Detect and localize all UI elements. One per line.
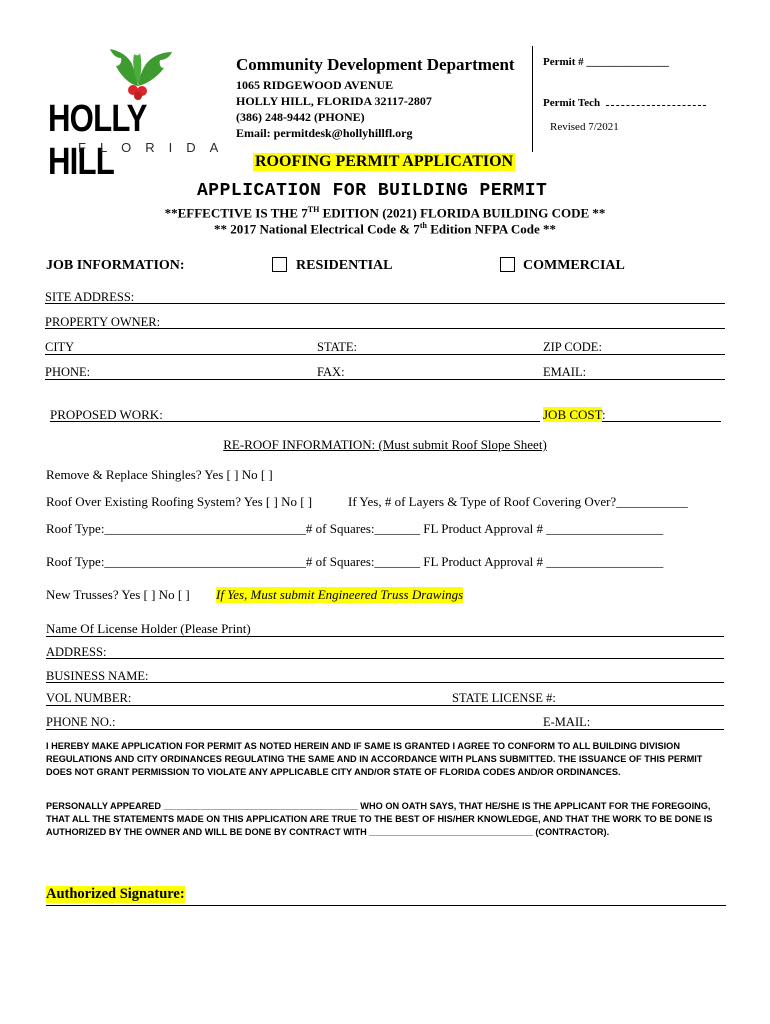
- revised-date: Revised 7/2021: [550, 121, 619, 133]
- dept-phone: (386) 248-9442 (PHONE): [236, 110, 365, 124]
- permit-tech-field[interactable]: [543, 97, 706, 109]
- city-row: [45, 341, 725, 355]
- license-phone-field[interactable]: PHONE NO.:: [46, 715, 116, 729]
- job-information-label: JOB INFORMATION:: [46, 258, 185, 273]
- fax-field[interactable]: FAX:: [317, 365, 345, 379]
- state-field[interactable]: STATE:: [317, 340, 357, 354]
- proposed-work-label: PROPOSED WORK:: [50, 407, 163, 422]
- property-owner-label: PROPERTY OWNER:: [45, 315, 161, 329]
- new-trusses-question[interactable]: New Trusses? Yes [ ] No [ ]: [46, 587, 190, 602]
- phone-field[interactable]: PHONE:: [45, 365, 91, 379]
- form-title: ROOFING PERMIT APPLICATION: [255, 153, 514, 170]
- holly-leaf-icon: [102, 44, 174, 100]
- department-name: Community Development Department: [236, 55, 515, 74]
- holly-logo: [48, 44, 233, 183]
- site-address-field[interactable]: [45, 290, 725, 304]
- license-holder-name-field[interactable]: [46, 621, 724, 637]
- dept-address: [236, 77, 432, 141]
- layers-question[interactable]: If Yes, # of Layers & Type of Roof Covering Over?___________: [348, 494, 688, 509]
- vol-row: [46, 692, 724, 706]
- license-holder-label: Name Of License Holder (Please Print): [46, 621, 251, 636]
- roof-type-line-2[interactable]: Roof Type:_______________________________# of Squares:_______ FL Product Approval # __________________: [46, 554, 664, 569]
- permit-tech-label: Permit Tech: [543, 97, 601, 109]
- signature-label: Authorized Signature:: [46, 886, 185, 902]
- truss-note: If Yes, Must submit Engineered Truss Drawings: [216, 587, 464, 602]
- license-address-field[interactable]: [46, 645, 724, 659]
- header-divider: [532, 46, 533, 152]
- job-cost-label: JOB COST: [543, 407, 602, 422]
- address-line-1: 1065 RIDGEWOOD AVENUE: [236, 78, 394, 92]
- state-license-field[interactable]: STATE LICENSE #:: [452, 691, 556, 705]
- business-name-field[interactable]: [46, 669, 724, 683]
- commercial-checkbox[interactable]: [500, 257, 515, 272]
- city-field[interactable]: CITY: [45, 340, 75, 354]
- commercial-label: COMMERCIAL: [523, 258, 625, 273]
- residential-checkbox[interactable]: [272, 257, 287, 272]
- logo-state: FLORIDA: [78, 140, 233, 155]
- dept-email: Email: permitdesk@hollyhillfl.org: [236, 126, 413, 140]
- zip-field[interactable]: ZIP CODE:: [543, 340, 602, 354]
- application-statement: I HEREBY MAKE APPLICATION FOR PERMIT AS NOTED HEREIN AND IF SAME IS GRANTED I AGREE TO CONFORM TO ALL BUILDING DIVISION REGULATIONS AND CITY ORDINANCES REGULATING THE SAME AND IN ACCORDANCE WITH PLANS SUBMITTED. THE ISSUANCE OF THIS PERMIT DOES NOT GRANT PERMISSION TO VIOLATE ANY APPLICABLE CITY AND/OR STATE OF FLORIDA CODES AND/OR ORDINANCES.: [46, 741, 703, 777]
- business-name-label: BUSINESS NAME:: [46, 669, 149, 683]
- license-address-label: ADDRESS:: [46, 645, 107, 659]
- permit-number-field[interactable]: Permit # _______________: [543, 56, 669, 68]
- job-cost-field[interactable]: JOB COST:: [543, 407, 721, 422]
- address-line-2: HOLLY HILL, FLORIDA 32117-2807: [236, 94, 432, 108]
- property-owner-field[interactable]: [45, 315, 725, 329]
- code-line-1: **EFFECTIVE IS THE 7TH EDITION (2021) FLORIDA BUILDING CODE **: [164, 205, 606, 221]
- vol-number-field[interactable]: VOL NUMBER:: [46, 691, 132, 705]
- proposed-work-field[interactable]: [50, 407, 540, 422]
- code-line-2: ** 2017 National Electrical Code & 7th Edition NFPA Code **: [214, 221, 556, 237]
- logo-name: HOLLY HILL: [48, 98, 147, 183]
- phone-email-row: [46, 716, 724, 730]
- phone-row: [45, 366, 725, 380]
- main-title: APPLICATION FOR BUILDING PERMIT: [197, 181, 548, 201]
- license-email-field[interactable]: E-MAIL:: [543, 715, 591, 729]
- remove-replace-question[interactable]: Remove & Replace Shingles? Yes [ ] No [ ]: [46, 467, 273, 482]
- site-address-label: SITE ADDRESS:: [45, 290, 135, 304]
- oath-statement: PERSONALLY APPEARED ______________________________________ WHO ON OATH SAYS, THAT HE/SHE IS THE APPLICANT FOR THE FOREGOING, THAT ALL THE STATEMENTS MADE ON THIS APPLICATION ARE TRUE TO THE BEST OF HIS/HER KNOWLEDGE, AND THAT THE WORK TO BE DONE IS AUTHORIZED BY THE OWNER AND WILL BE DONE BY CONTRACT WITH ________________________________ (CONTRACTOR).: [46, 801, 713, 837]
- residential-label: RESIDENTIAL: [296, 258, 393, 273]
- roof-over-question[interactable]: Roof Over Existing Roofing System? Yes [ ] No [ ]: [46, 494, 313, 509]
- roof-type-line-1[interactable]: Roof Type:_______________________________# of Squares:_______ FL Product Approval # __________________: [46, 521, 664, 536]
- email-field[interactable]: EMAIL:: [543, 365, 587, 379]
- reroof-heading: RE-ROOF INFORMATION: (Must submit Roof Slope Sheet): [223, 437, 547, 452]
